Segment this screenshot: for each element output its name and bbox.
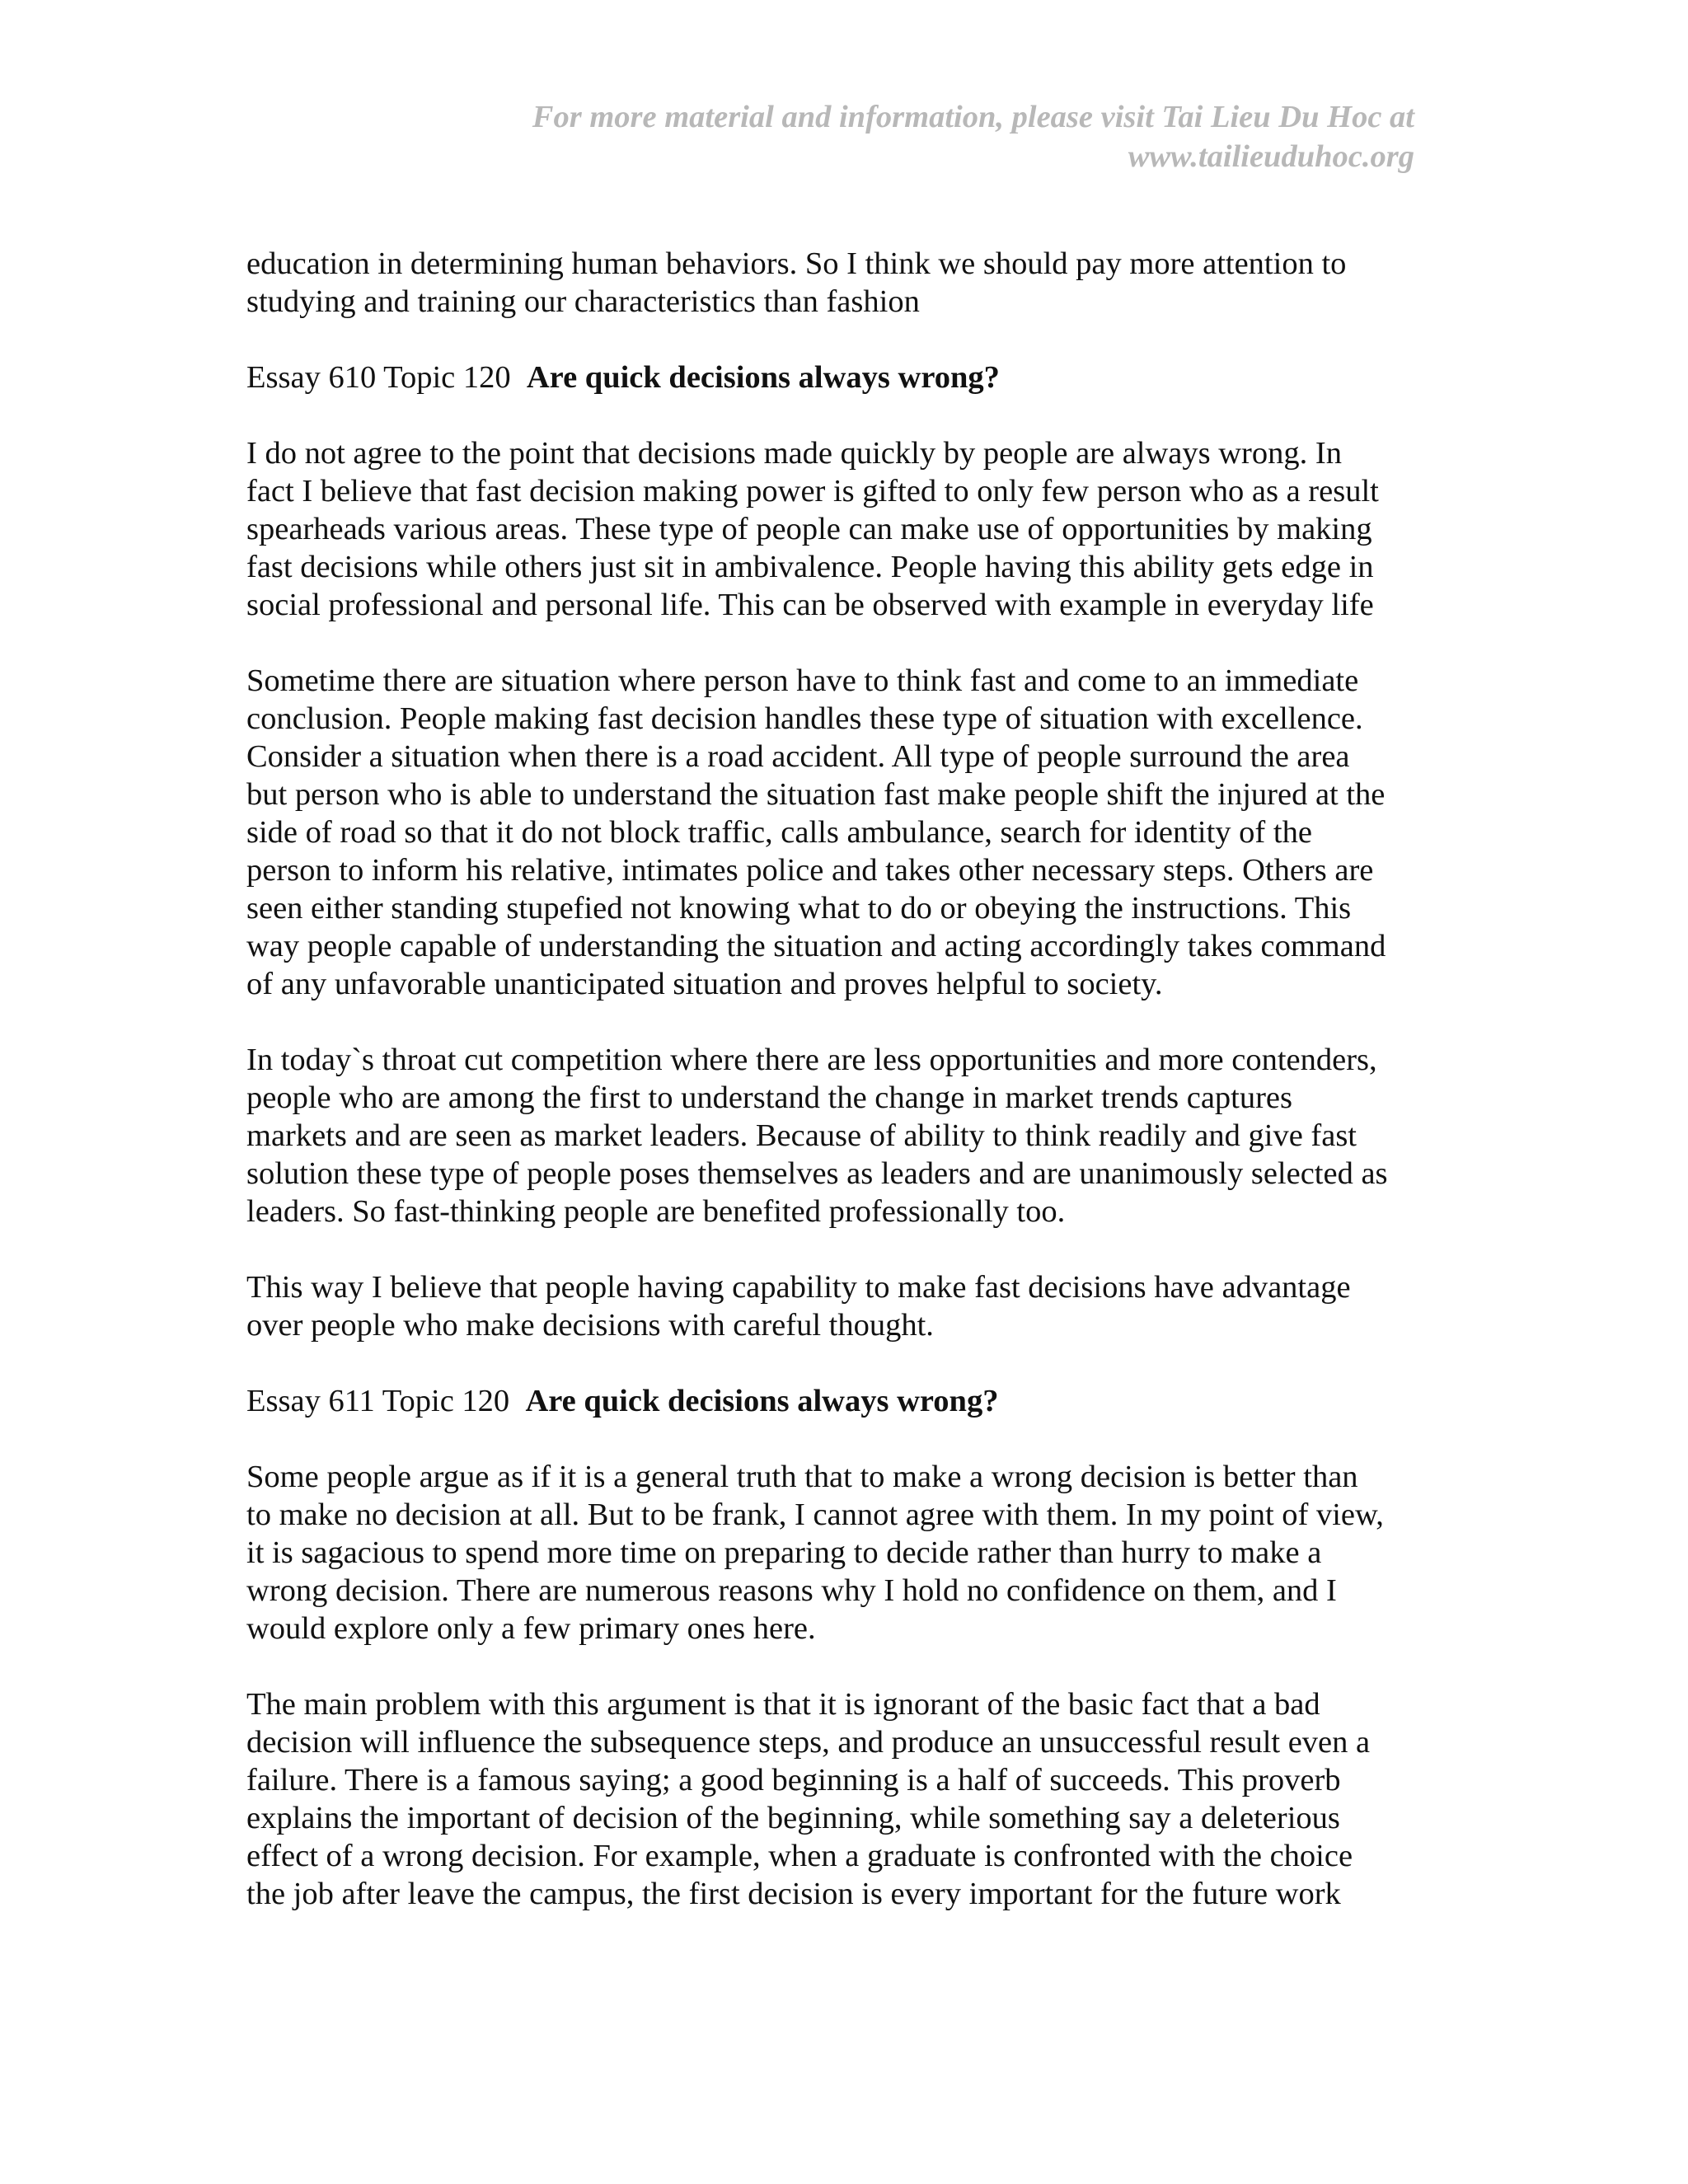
- text-line: side of road so that it do not block traffic, calls ambulance, search for identity of the: [246, 815, 1312, 850]
- intro-paragraph: [246, 245, 1450, 321]
- text-line: failure. There is a famous saying; a good beginning is a half of succeeds. This proverb: [246, 1763, 1341, 1797]
- essay-611-label: Essay 611 Topic 120: [246, 1384, 526, 1418]
- text-line: decision will influence the subsequence steps, and produce an unsuccessful result even a: [246, 1725, 1371, 1760]
- text-line: of any unfavorable unanticipated situation and proves helpful to society.: [246, 967, 1163, 1001]
- page-header: [343, 97, 1414, 176]
- text-line: education in determining human behaviors. So I think we should pay more attention to: [246, 246, 1347, 281]
- text-line: but person who is able to understand the situation fast make people shift the injured at the: [246, 777, 1386, 812]
- essay-610-heading: [246, 359, 1450, 396]
- text-line: leaders. So fast-thinking people are benefited professionally too.: [246, 1194, 1066, 1229]
- text-line: seen either standing stupefied not knowing what to do or obeying the instructions. This: [246, 891, 1352, 926]
- essay-610-paragraph-2: [246, 662, 1450, 1003]
- text-line: would explore only a few primary ones here.: [246, 1611, 816, 1646]
- text-line: This way I believe that people having capability to make fast decisions have advantage: [246, 1270, 1351, 1305]
- text-line: The main problem with this argument is that it is ignorant of the basic fact that a bad: [246, 1687, 1320, 1722]
- text-line: In today`s throat cut competition where there are less opportunities and more contenders,: [246, 1043, 1377, 1077]
- text-line: effect of a wrong decision. For example, when a graduate is confronted with the choice: [246, 1839, 1353, 1873]
- text-line: social professional and personal life. This can be observed with example in everyday life: [246, 588, 1374, 622]
- essay-610-label: Essay 610 Topic 120: [246, 360, 527, 395]
- essay-611-title: Are quick decisions always wrong?: [525, 1384, 999, 1418]
- essay-610-title: Are quick decisions always wrong?: [526, 360, 1000, 395]
- text-line: to make no decision at all. But to be frank, I cannot agree with them. In my point of view,: [246, 1497, 1384, 1532]
- text-line: I do not agree to the point that decisions made quickly by people are always wrong. In: [246, 436, 1342, 471]
- text-line: explains the important of decision of the beginning, while something say a deleterious: [246, 1801, 1340, 1835]
- text-line: fact I believe that fast decision making power is gifted to only few person who as a result: [246, 474, 1379, 509]
- document-body: [246, 245, 1450, 1913]
- text-line: the job after leave the campus, the first decision is every important for the future work: [246, 1877, 1341, 1911]
- header-link[interactable]: www.tailieuduhoc.org: [1128, 139, 1414, 174]
- text-line: people who are among the first to understand the change in market trends captures: [246, 1080, 1292, 1115]
- essay-611-heading: [246, 1382, 1450, 1420]
- text-line: person to inform his relative, intimates police and takes other necessary steps. Others are: [246, 853, 1374, 888]
- essay-611-paragraph-2: [246, 1685, 1450, 1913]
- essay-610-paragraph-1: [246, 434, 1450, 624]
- text-line: over people who make decisions with careful thought.: [246, 1308, 934, 1343]
- text-line: solution these type of people poses themselves as leaders and are unanimously selected as: [246, 1156, 1388, 1191]
- essay-610-paragraph-4: [246, 1268, 1450, 1344]
- essay-611-paragraph-1: [246, 1458, 1450, 1647]
- text-line: spearheads various areas. These type of people can make use of opportunities by making: [246, 512, 1372, 546]
- text-line: markets and are seen as market leaders. Because of ability to think readily and give fast: [246, 1118, 1357, 1153]
- header-line-1: For more material and information, please visit Tai Lieu Du Hoc at: [532, 100, 1414, 134]
- text-line: studying and training our characteristics than fashion: [246, 284, 920, 319]
- text-line: conclusion. People making fast decision handles these type of situation with excellence.: [246, 701, 1363, 736]
- text-line: Sometime there are situation where person have to think fast and come to an immediate: [246, 663, 1359, 698]
- text-line: way people capable of understanding the situation and acting accordingly takes command: [246, 929, 1386, 963]
- text-line: Some people argue as if it is a general truth that to make a wrong decision is better than: [246, 1460, 1358, 1494]
- text-line: Consider a situation when there is a road accident. All type of people surround the area: [246, 739, 1350, 774]
- text-line: fast decisions while others just sit in ambivalence. People having this ability gets edge in: [246, 550, 1374, 584]
- essay-610-paragraph-3: [246, 1041, 1450, 1230]
- text-line: it is sagacious to spend more time on preparing to decide rather than hurry to make a: [246, 1535, 1322, 1570]
- text-line: wrong decision. There are numerous reasons why I hold no confidence on them, and I: [246, 1573, 1337, 1608]
